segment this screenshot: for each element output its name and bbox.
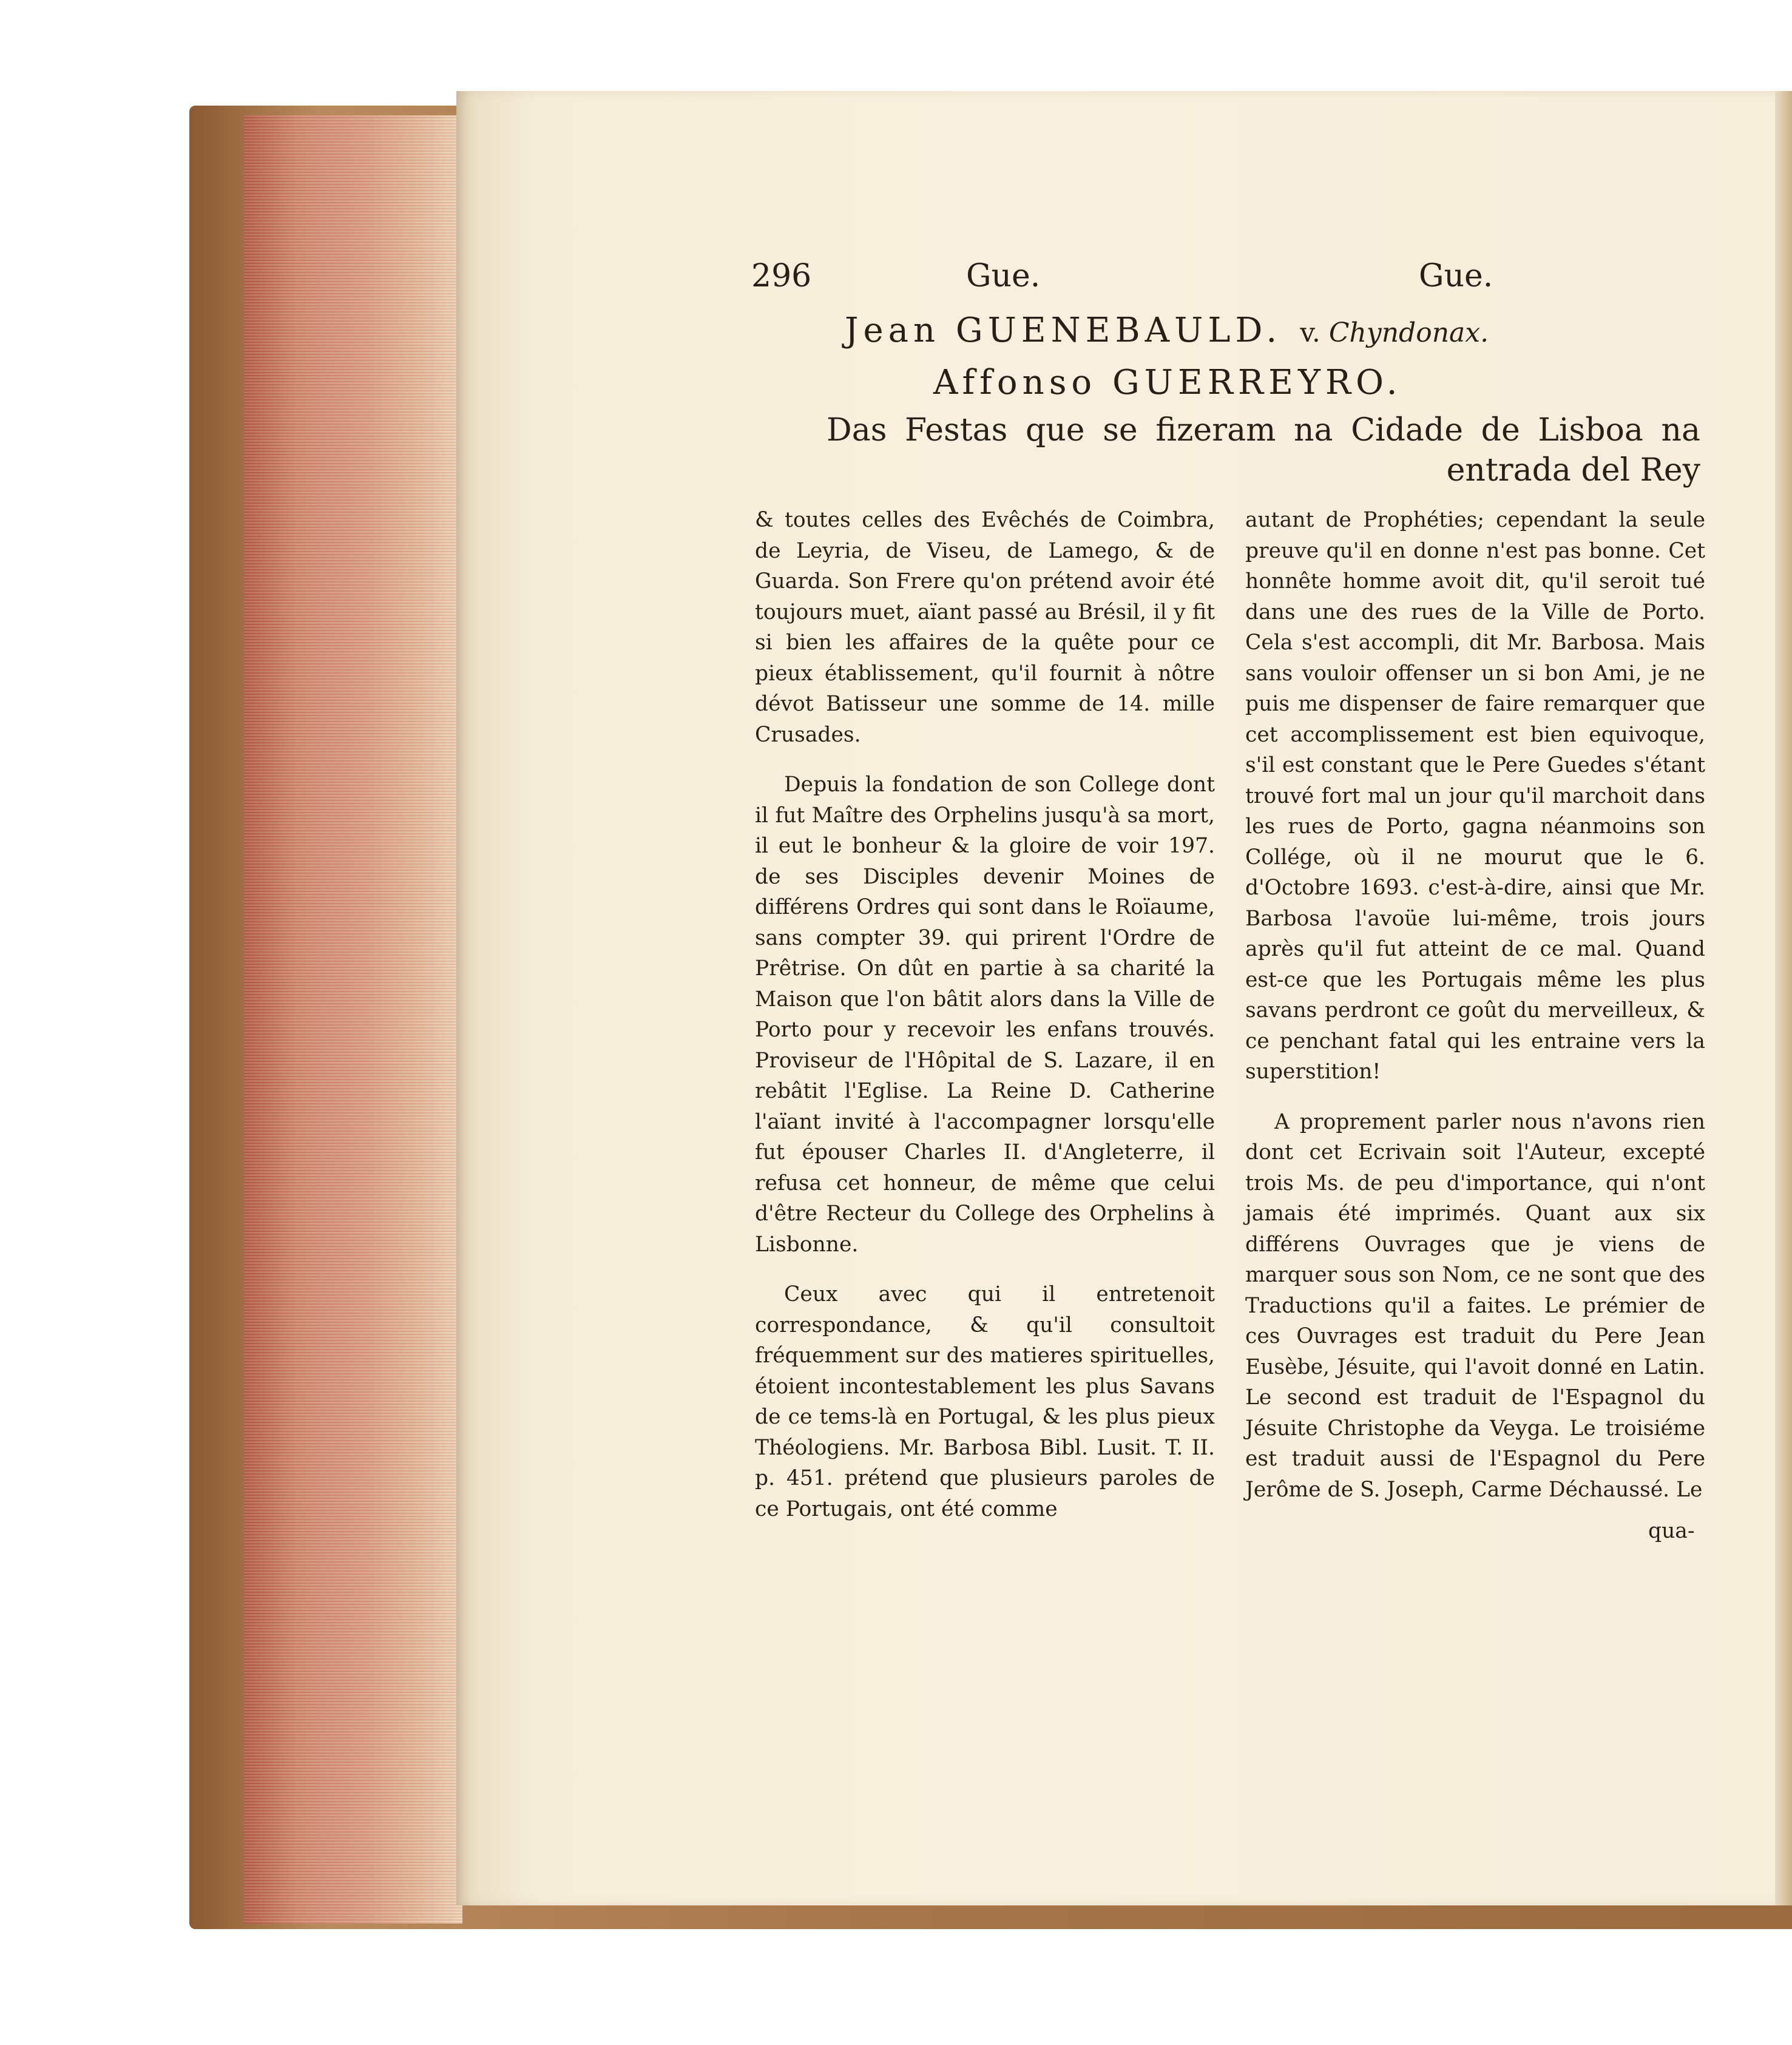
left-paragraph: Ceux avec qui il entretenoit correspondance, & qu'il consultoit fréquemment sur des matieres spirituelles, étoient incontestablement les plus Savans de ce tems-là en Portugal, & les plus pieux Théologiens. Mr. Barbosa Bibl. Lusit. T. II. p. 451. prétend que plusieurs paroles de ce Portugais, ont été comme	[755, 1282, 1215, 1521]
entry-heading-guerreyro: Affonso GUERREYRO.	[933, 363, 1402, 402]
entry-heading-name: Jean GUENEBAULD.	[845, 311, 1282, 350]
running-head-left: Gue.	[966, 258, 1041, 294]
work-title: Das Festas que se fizeram na Cidade de Lisboa na entrada del Rey	[827, 412, 1700, 488]
running-head-right: Gue.	[1419, 258, 1493, 294]
page-edges	[244, 115, 462, 1924]
entry-heading-guenebauld	[845, 311, 1489, 350]
left-paragraph: Depuis la fondation de son College dont il fut Maître des Orphelins jusqu'à sa mort, il eut le bonheur & la gloire de voir 197. de ses Disciples devenir Moines de différens Ordres qui sont dans le Roïaume, sans compter 39. qui prirent l'Ordre de Prêtrise. On dût en partie à sa charité la Maison que l'on bâtit alors dans la Ville de Porto pour y recevoir les enfans trouvés. Proviseur de l'Hôpital de S. Lazare, il en rebâtit l'Eglise. La Reine D. Catherine l'aïant invité à l'accompagner lorsqu'elle fut épouser Charles II. d'Angleterre, il refusa cet honneur, de même que celui d'être Recteur du College des Orphelins à Lisbonne.	[755, 772, 1215, 1257]
cross-reference-name: Chyndonax.	[1328, 317, 1489, 348]
cross-reference	[1300, 317, 1489, 348]
right-paragraph: A proprement parler nous n'avons rien dont cet Ecrivain soit l'Auteur, excepté trois Ms. de peu d'importance, qui n'ont jamais été imprimés. Quant aux six différens Ouvrages que je viens de marquer sous son Nom, ce ne sont que des Traductions qu'il a faites. Le prémier de ces Ouvrages est traduit du Pere Jean Eusèbe, Jésuite, qui l'avoit donné en Latin. Le second est traduit de l'Espagnol du Jésuite Christophe da Veyga. Le troisiéme est traduit aussi de l'Espagnol du Pere Jerôme de S. Joseph, Carme Déchaussé. Le	[1245, 1109, 1705, 1502]
cross-reference-prefix: v.	[1300, 317, 1320, 348]
right-paragraph: autant de Prophéties; cependant la seule preuve qu'il en donne n'est pas bonne. Cet honnête homme avoit dit, qu'il seroit tué dans une des rues de la Ville de Porto. Cela s'est accompli, dit Mr. Barbosa. Mais sans vouloir offenser un si bon Ami, je ne puis me dispenser de faire remarquer que cet accomplissement est bien equivoque, s'il est constant que le Pere Guedes s'étant trouvé fort mal un jour qu'il marchoit dans les rues de Porto, gagna néanmoins son Collége, où il ne mourut que le 6. d'Octobre 1693. c'est-à-dire, ainsi que Mr. Barbosa l'avoüe lui-même, trois jours après qu'il fut atteint de ce mal. Quand est-ce que les Portugais même les plus savans perdront ce goût du merveilleux, & ce penchant fatal qui les entraine vers la superstition!	[1245, 508, 1705, 1084]
page-number: 296	[751, 258, 812, 294]
left-column	[755, 505, 1215, 1524]
left-paragraph: & toutes celles des Evêchés de Coimbra, de Leyria, de Viseu, de Lamego, & de Guarda. Son Frere qu'on prétend avoir été toujours muet, aïant passé au Brésil, il y fit si bien les affaires de la quête pour ce pieux établissement, qu'il fournit à nôtre dévot Batisseur une somme de 14. mille Crusades.	[755, 508, 1215, 747]
catchword: qua-	[1648, 1519, 1695, 1543]
right-column	[1245, 505, 1705, 1505]
page-gutter-edge	[1775, 91, 1792, 1905]
